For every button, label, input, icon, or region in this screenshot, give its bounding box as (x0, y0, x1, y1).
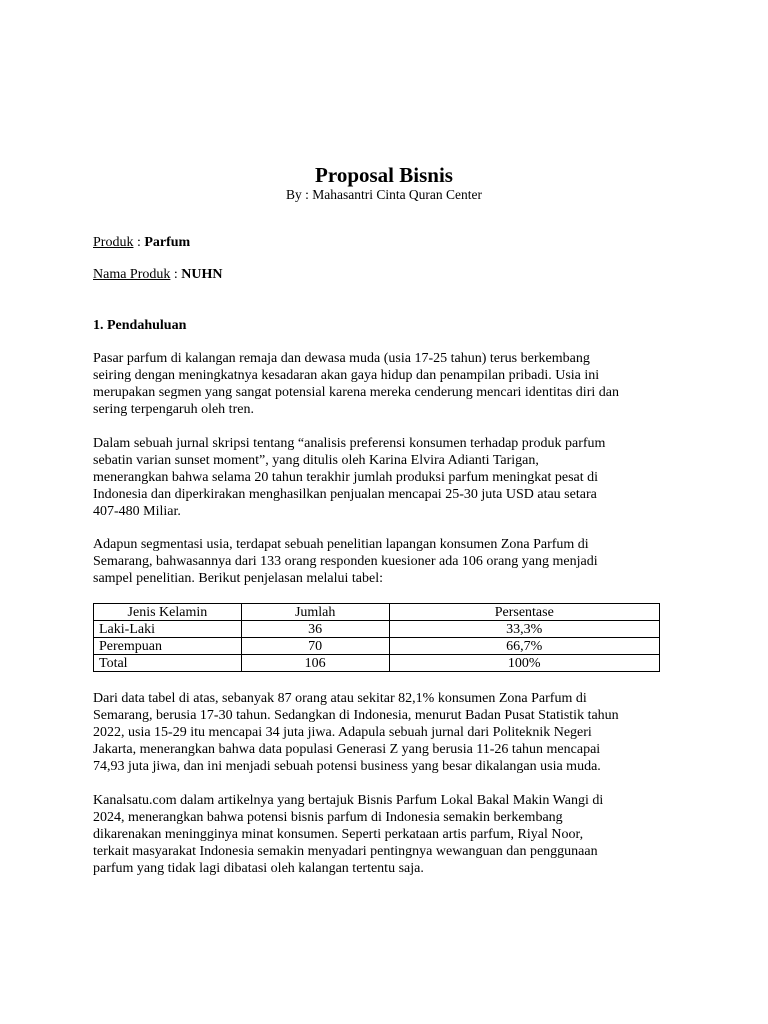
paragraph-line: Dalam sebuah jurnal skripsi tentang “analisis preferensi konsumen terhadap produk parfum (93, 436, 606, 451)
table-cell: 33,3% (389, 621, 659, 638)
paragraph-line: terkait masyarakat Indonesia semakin menyadari pentingnya wewanguan dan penggunaan (93, 844, 598, 859)
produk-value: Parfum (144, 235, 191, 250)
nama-produk-field (93, 266, 223, 284)
table-header-row (94, 604, 660, 621)
paragraph-line: Pasar parfum di kalangan remaja dan dewasa muda (usia 17-25 tahun) terus berkembang (93, 351, 590, 366)
table-cell: 36 (241, 621, 389, 638)
paragraph-line: menerangkan bahwa selama 20 tahun terakhir jumlah produksi parfum meningkat pesat di (93, 470, 599, 485)
gender-table (93, 603, 660, 672)
table-cell: Total (94, 655, 242, 672)
paragraph-line: Indonesia dan diperkirakan menghasilkan penjualan mencapai 25-30 juta USD atau setara (93, 487, 597, 502)
paragraph-line: sering terpengaruh oleh tren. (93, 402, 254, 417)
table-row (94, 655, 660, 672)
paragraph-line: merupakan segmen yang sangat potensial karena mereka cenderung mencari identitas diri dan (93, 385, 619, 400)
paragraph-line: parfum yang tidak lagi dibatasi oleh kalangan tertentu saja. (93, 861, 424, 876)
paragraph-line: 2024, menerangkan bahwa potensi bisnis parfum di Indonesia semakin berkembang (93, 810, 563, 825)
table-row (94, 621, 660, 638)
paragraph-1 (93, 350, 693, 418)
table-row (94, 638, 660, 655)
paragraph-line: sampel penelitian. Berikut penjelasan melalui tabel: (93, 571, 384, 586)
produk-label: Produk (93, 235, 134, 250)
produk-field (93, 234, 190, 252)
table-cell: 70 (241, 638, 389, 655)
paragraph-line: seiring dengan meningkatnya kesadaran akan gaya hidup dan penampilan pribadi. Usia ini (93, 368, 600, 383)
paragraph-line: sebatin varian sunset moment”, yang ditulis oleh Karina Elvira Adianti Tarigan, (93, 453, 539, 468)
paragraph-line: Jakarta, menerangkan bahwa data populasi Generasi Z yang berusia 11-26 tahun mencapai (93, 742, 601, 757)
table-cell: 66,7% (389, 638, 659, 655)
paragraph-line: 2022, usia 15-29 itu mencapai 34 juta jiwa. Adapula sebuah jurnal dari Politeknik Negeri (93, 725, 592, 740)
paragraph-line: Dari data tabel di atas, sebanyak 87 orang atau sekitar 82,1% konsumen Zona Parfum di (93, 691, 587, 706)
produk-separator: : (133, 235, 145, 250)
paragraph-line: Adapun segmentasi usia, terdapat sebuah penelitian lapangan konsumen Zona Parfum di (93, 537, 589, 552)
paragraph-line: Kanalsatu.com dalam artikelnya yang bertajuk Bisnis Parfum Lokal Bakal Makin Wangi di (93, 793, 604, 808)
paragraph-line: dikarenakan meningginya minat konsumen. Seperti perkataan artis parfum, Riyal Noor, (93, 827, 584, 842)
paragraph-line: 74,93 juta jiwa, dan ini menjadi sebuah potensi business yang besar dikalangan usia muda. (93, 759, 601, 774)
paragraph-line: Semarang, berusia 17-30 tahun. Sedangkan di Indonesia, menurut Badan Pusat Statistik tahun (93, 708, 619, 723)
nama-produk-label: Nama Produk (93, 267, 171, 282)
table-cell: Perempuan (94, 638, 242, 655)
table-header-cell: Jumlah (241, 604, 389, 621)
paragraph-2 (93, 435, 693, 520)
paragraph-5 (93, 792, 693, 877)
section-heading: 1. Pendahuluan (93, 318, 187, 333)
document-byline: By : Mahasantri Cinta Quran Center (285, 187, 483, 202)
table-cell: 100% (389, 655, 659, 672)
table-header-cell: Jenis Kelamin (94, 604, 242, 621)
nama-produk-value: NUHN (181, 267, 223, 282)
table-cell: 106 (241, 655, 389, 672)
document-title: Proposal Bisnis (315, 163, 453, 187)
table-header-cell: Persentase (389, 604, 659, 621)
paragraph-3 (93, 536, 693, 587)
paragraph-line: Semarang, bahwasannya dari 133 orang responden kuesioner ada 106 orang yang menjadi (93, 554, 598, 569)
nama-produk-separator: : (170, 267, 182, 282)
table-cell: Laki-Laki (94, 621, 242, 638)
paragraph-4 (93, 690, 693, 775)
paragraph-line: 407-480 Miliar. (93, 504, 181, 519)
